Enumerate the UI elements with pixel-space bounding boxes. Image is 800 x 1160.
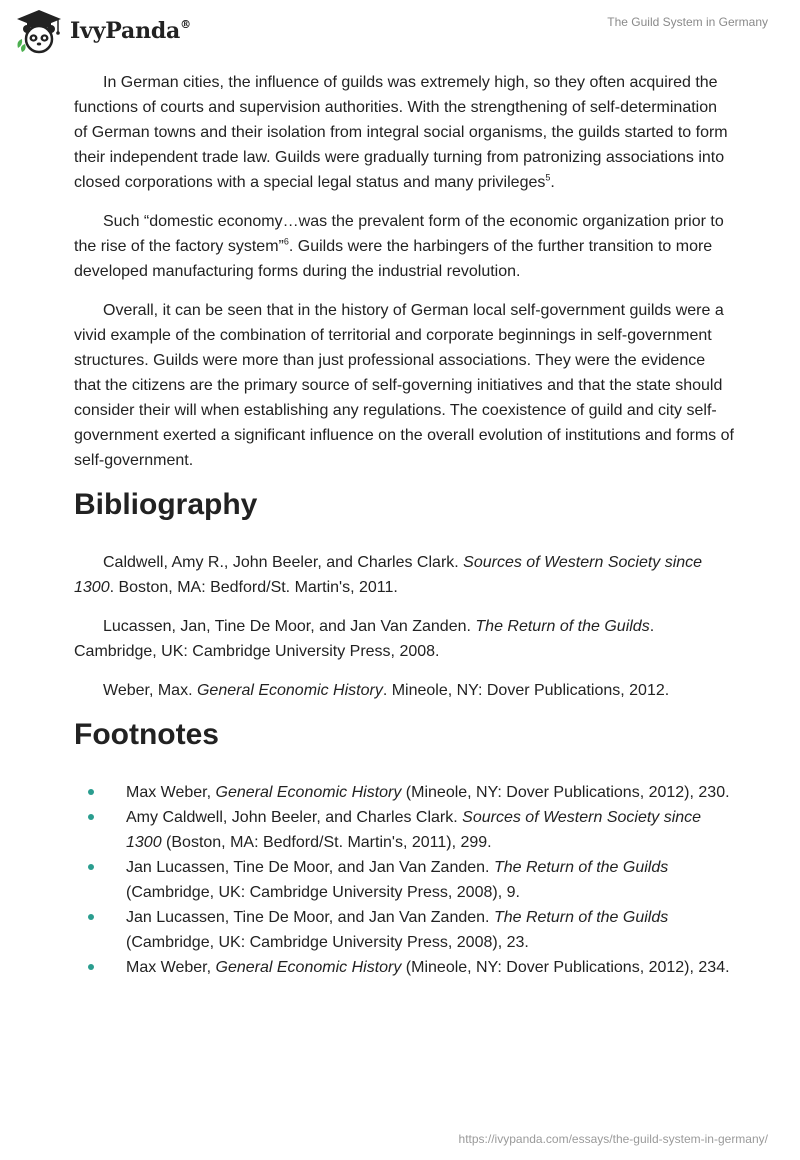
bullet-dot-icon bbox=[88, 814, 94, 820]
ivypanda-logo[interactable] bbox=[14, 8, 191, 54]
bullet-dot-icon bbox=[88, 864, 94, 870]
body-paragraph: Such “domestic economy…was the prevalent form of the economic organization prior to the rise of the factory system”$^6$. Guilds were the harbingers of the further transition to more developed manufacturing forms during the industrial revolution. bbox=[74, 213, 724, 280]
body-paragraph: In German cities, the influence of guilds was extremely high, so they often acquired the functions of courts and supervision authorities. With the strengthening of self-determination of German towns and their isolation from integral social organisms, the guilds started to form their independent trade law. Guilds were gradually turning from patronizing associations into closed corporations with a special legal status and many privileges$^5$. bbox=[74, 74, 728, 191]
bibliography-entry: Weber, Max. General Economic History. Mineole, NY: Dover Publications, 2012. bbox=[103, 682, 670, 699]
footnote-item: Amy Caldwell, John Beeler, and Charles Clark. Sources of Western Society since 1300 (Boston, MA: Bedford/St. Martin's, 2011), 299. bbox=[74, 805, 734, 855]
body-paragraph: Overall, it can be seen that in the history of German local self-government guilds were a vivid example of the combination of territorial and corporate beginnings in self-government structures. Guilds were more than just professional associations. They were the evidence that the citizens are the primary source of self-governing initiatives and that the state should consider their will when establishing any regulations. The coexistence of guild and city self-government exerted a significant influence on the overall evolution of institutions and forms of self-government. bbox=[74, 302, 734, 469]
footnote-item: Jan Lucassen, Tine De Moor, and Jan Van Zanden. The Return of the Guilds (Cambridge, UK: Cambridge University Press, 2008), 23. bbox=[74, 905, 734, 955]
footnote-ref[interactable]: 5 bbox=[545, 172, 551, 183]
bullet-dot-icon bbox=[88, 914, 94, 920]
footnote-item: Max Weber, General Economic History (Mineole, NY: Dover Publications, 2012), 230. bbox=[74, 780, 734, 805]
source-url[interactable]: https://ivypanda.com/essays/the-guild-system-in-germany/ bbox=[458, 1132, 768, 1146]
bibliography-entry: Caldwell, Amy R., John Beeler, and Charles Clark. Sources of Western Society since 1300. Boston, MA: Bedford/St. Martin's, 2011. bbox=[74, 554, 703, 596]
bibliography-heading: Bibliography bbox=[74, 488, 258, 521]
footnotes-heading: Footnotes bbox=[74, 718, 219, 751]
page-header bbox=[0, 0, 800, 60]
bibliography-entry: Lucassen, Jan, Tine De Moor, and Jan Van Zanden. The Return of the Guilds. Cambridge, UK: Cambridge University Press, 2008. bbox=[74, 618, 655, 660]
footnotes-list bbox=[74, 780, 734, 980]
footnote-ref[interactable]: 6 bbox=[283, 236, 289, 247]
footnote-item: Max Weber, General Economic History (Mineole, NY: Dover Publications, 2012), 234. bbox=[74, 955, 734, 980]
essay-content bbox=[74, 70, 734, 980]
logo-text: IvyPanda® bbox=[70, 17, 191, 44]
panda-graduate-icon bbox=[14, 8, 64, 54]
footnote-item: Jan Lucassen, Tine De Moor, and Jan Van Zanden. The Return of the Guilds (Cambridge, UK: Cambridge University Press, 2008), 9. bbox=[74, 855, 734, 905]
bullet-dot-icon bbox=[88, 964, 94, 970]
bullet-dot-icon bbox=[88, 789, 94, 795]
document-title: The Guild System in Germany bbox=[607, 15, 768, 29]
